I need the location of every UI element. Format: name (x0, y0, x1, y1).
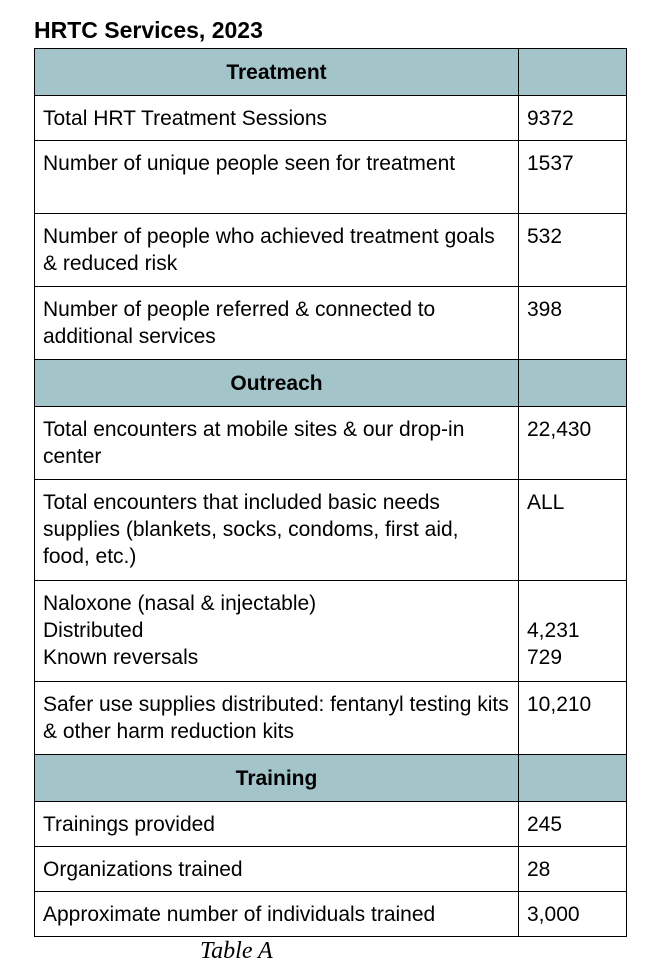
row-label: Total HRT Treatment Sessions (35, 96, 519, 141)
section-heading-blank (519, 360, 627, 407)
row-value: 28 (519, 847, 627, 892)
table-row (35, 892, 627, 937)
row-label: Approximate number of individuals trained (35, 892, 519, 937)
section-header-training (35, 755, 627, 802)
table-row (35, 847, 627, 892)
row-value: 245 (519, 802, 627, 847)
row-value: ALL (519, 480, 627, 581)
table-row (35, 96, 627, 141)
section-header-treatment (35, 49, 627, 96)
section-header-outreach (35, 360, 627, 407)
table-row (35, 682, 627, 755)
row-label: Total encounters at mobile sites & our drop-in center (35, 407, 519, 480)
table-row (35, 802, 627, 847)
row-value: 398 (519, 287, 627, 360)
row-label: Number of people who achieved treatment goals & reduced risk (35, 214, 519, 287)
table-row-naloxone (35, 581, 627, 682)
row-label: Number of unique people seen for treatment (35, 141, 519, 214)
section-heading: Treatment (35, 49, 519, 96)
table-row (35, 407, 627, 480)
row-label: Naloxone (nasal & injectable) (43, 592, 317, 615)
section-heading: Training (35, 755, 519, 802)
row-value: 1537 (519, 141, 627, 214)
row-label: Safer use supplies distributed: fentanyl testing kits & other harm reduction kits (35, 682, 519, 755)
section-heading-blank (519, 49, 627, 96)
row-value: 10,210 (519, 682, 627, 755)
services-table (34, 48, 627, 937)
row-value: 3,000 (519, 892, 627, 937)
sub-item-value: 4,231 (527, 619, 580, 642)
row-value: 9372 (519, 96, 627, 141)
row-value-group (519, 581, 627, 682)
document-title: HRTC Services, 2023 (34, 17, 263, 43)
row-label: Organizations trained (35, 847, 519, 892)
row-label: Trainings provided (35, 802, 519, 847)
sub-item-label: Distributed (43, 619, 144, 642)
table-row (35, 480, 627, 581)
row-label: Total encounters that included basic needs supplies (blankets, socks, condoms, first aid, food, etc.) (35, 480, 519, 581)
spacer (527, 590, 618, 617)
table-row (35, 141, 627, 214)
table-row (35, 214, 627, 287)
table-row (35, 287, 627, 360)
row-value: 22,430 (519, 407, 627, 480)
row-value: 532 (519, 214, 627, 287)
row-label: Number of people referred & connected to additional services (35, 287, 519, 360)
table-caption: Table A (200, 938, 273, 964)
row-label-group (35, 581, 519, 682)
sub-item-label: Known reversals (43, 646, 199, 669)
section-heading: Outreach (35, 360, 519, 407)
sub-item-value: 729 (527, 646, 563, 669)
section-heading-blank (519, 755, 627, 802)
